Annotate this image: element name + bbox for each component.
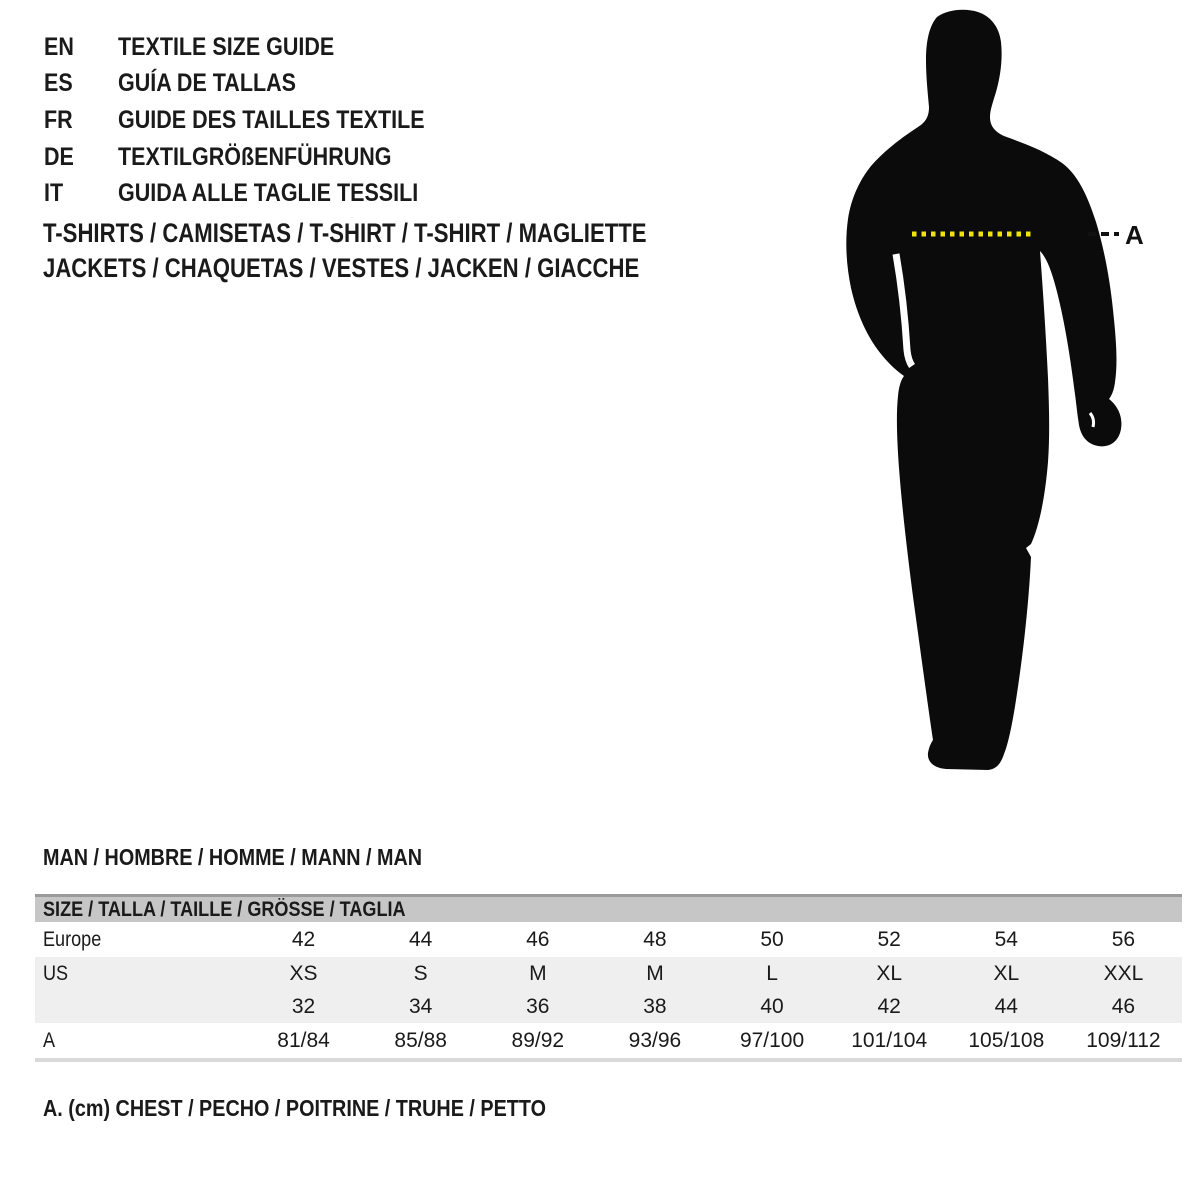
table-cell: 52: [877, 927, 901, 951]
table-cell: 109/112: [1086, 1028, 1161, 1052]
section-title: [43, 843, 484, 871]
language-label: TEXTILE SIZE GUIDE: [118, 32, 335, 61]
table-row: [35, 1023, 1182, 1058]
category-line: T-SHIRTS / CAMISETAS / T-SHIRT / T-SHIRT / MAGLIETTE: [43, 218, 647, 248]
section-title-text: MAN / HOMBRE / HOMME / MANN / MAN: [43, 844, 423, 870]
language-label: GUIDE DES TAILLES TEXTILE: [118, 105, 425, 134]
measure-footnote-text: A. (cm) CHEST / PECHO / POITRINE / TRUHE / PETTO: [43, 1095, 546, 1121]
table-cell: 44: [409, 927, 433, 951]
table-cell: 40: [760, 994, 784, 1018]
size-table: [35, 894, 1182, 1062]
man-silhouette: [846, 10, 1121, 770]
language-code: ES: [44, 69, 73, 98]
language-row: [44, 139, 475, 176]
category-line: JACKETS / CHAQUETAS / VESTES / JACKEN / GIACCHE: [43, 253, 640, 283]
language-row: [44, 66, 475, 103]
language-code: EN: [44, 32, 74, 61]
table-cell: L: [766, 961, 778, 985]
table-cell: 56: [1111, 927, 1136, 951]
table-cell: 34: [409, 994, 433, 1018]
table-cell: XL: [993, 961, 1020, 985]
table-cell: 89/92: [511, 1028, 565, 1052]
table-cell: 36: [526, 994, 550, 1018]
table-cell: 50: [760, 927, 784, 951]
table-cell: 97/100: [739, 1028, 805, 1052]
table-cell: 105/108: [968, 1028, 1045, 1052]
table-cell: 32: [291, 994, 316, 1018]
table-cell: 85/88: [394, 1028, 447, 1052]
language-code: FR: [44, 105, 73, 134]
row-label: Europe: [43, 927, 102, 951]
table-cell: XXL: [1103, 961, 1144, 985]
table-cell: M: [529, 961, 547, 985]
table-header: [35, 897, 1182, 922]
measure-label-a: A: [1125, 220, 1144, 250]
category-lines: [43, 216, 779, 286]
table-cell: 42: [877, 994, 901, 1018]
table-row: [35, 922, 1182, 957]
table-cell: 48: [643, 927, 667, 951]
table-cell: 42: [291, 927, 316, 951]
table-cell: 54: [994, 927, 1018, 951]
language-code: IT: [44, 179, 64, 208]
table-cell: 101/104: [851, 1028, 928, 1052]
table-cell: XS: [289, 961, 318, 985]
measure-footnote: [43, 1094, 628, 1122]
language-row: [44, 175, 475, 212]
table-cell: 46: [1111, 994, 1136, 1018]
language-label: GUÍA DE TALLAS: [118, 69, 296, 98]
man-silhouette-figure: [820, 0, 1200, 800]
language-row: [44, 102, 475, 139]
table-header-text: SIZE / TALLA / TAILLE / GRÖSSE / TAGLIA: [43, 897, 406, 921]
table-cell: M: [646, 961, 664, 985]
table-cell: 93/96: [628, 1028, 682, 1052]
table-cell: 81/84: [277, 1028, 330, 1052]
table-cell: 38: [643, 994, 667, 1018]
language-code: DE: [44, 142, 74, 171]
language-label: GUIDA ALLE TAGLIE TESSILI: [118, 179, 419, 208]
row-label: A: [43, 1028, 56, 1052]
language-label: TEXTILGRÖßENFÜHRUNG: [118, 142, 392, 171]
table-cell: XL: [876, 961, 903, 985]
table-row: [35, 990, 1182, 1023]
table-cell: 46: [526, 927, 550, 951]
language-row: [44, 29, 475, 66]
table-cell: S: [413, 961, 428, 985]
table-row: [35, 957, 1182, 990]
row-label: US: [43, 961, 69, 985]
language-list: [44, 29, 475, 212]
table-cell: 44: [994, 994, 1018, 1018]
